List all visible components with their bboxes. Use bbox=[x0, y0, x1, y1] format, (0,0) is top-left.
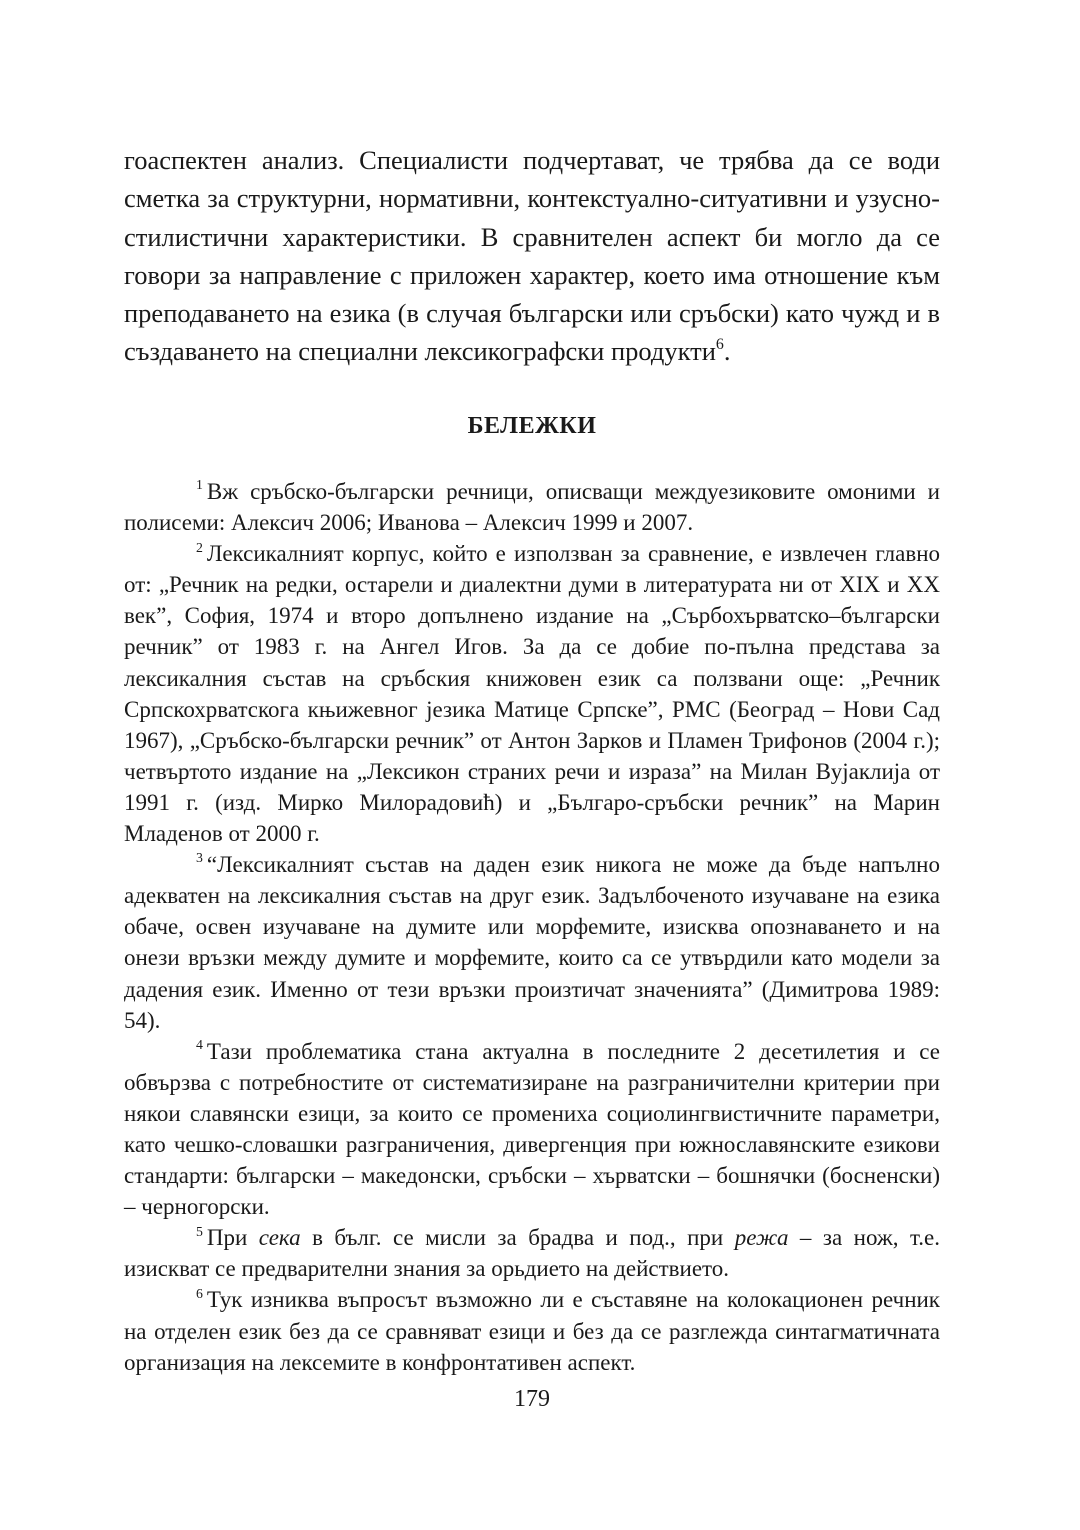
footnote-italic-term: режа bbox=[734, 1225, 789, 1251]
footnote-6 bbox=[124, 1284, 940, 1377]
footnote-5 bbox=[124, 1222, 940, 1284]
footnote-text: Лексикалният корпус, който е използван за сравнение, е извлечен главно от: „Речник на редки, остарели и диалектни думи в литературата ни от XIX и XX век”, София, 1974 и второ допълнено издание на „Сърбохърватско–български речник” от 1983 г. на Ангел Игов. За да се добие по-пълна представа за лексикалния състав на сръбския книжовен език са ползвани още: „Речник Српскохрватскога књижевног језика Матице Српске”, РМС (Београд – Нови Сад 1967), „Сръбско-български речник” от Антон Зарков и Пламен Трифонов (2004 г.); четвъртото издание на „Лексикон страних речи и израза” на Милан Вујаклија от 1991 г. (изд. Мирко Милорадовић) и „Българо-сръбски речник” на Марин Младенов от 2000 г. bbox=[124, 541, 940, 847]
notes-section bbox=[124, 476, 940, 1378]
footnote-number: 5 bbox=[196, 1223, 203, 1239]
footnote-4 bbox=[124, 1036, 940, 1223]
footnote-text: Тук изниква въпросът възможно ли е съставяне на колокационен речник на отделен език без да се сравняват езици и без да се разглежда синтагматичната организация на лексемите в конфронтативен аспект. bbox=[124, 1287, 940, 1375]
notes-heading: БЕЛЕЖКИ bbox=[467, 413, 597, 439]
footnote-2 bbox=[124, 538, 940, 849]
footnote-reference: 6 bbox=[715, 336, 724, 354]
page-number: 179 bbox=[514, 1386, 550, 1412]
footnote-number: 6 bbox=[196, 1285, 203, 1301]
footnote-text: Вж сръбско-български речници, описващи междуезиковите омоними и полисеми: Алексич 2006; Иванова – Алексич 1999 и 2007. bbox=[124, 479, 940, 536]
footnote-number: 1 bbox=[196, 477, 203, 493]
footnote-text-part: в бълг. се мисли за брадва и под., при bbox=[300, 1225, 735, 1251]
footnote-text-part: – за нож, т.е. изискват се предварителни знания за орьдието на действието. bbox=[124, 1225, 941, 1282]
body-paragraph bbox=[124, 141, 940, 371]
footnote-number: 4 bbox=[196, 1037, 203, 1053]
footnote-text-part: При bbox=[206, 1225, 259, 1251]
body-paragraph-end: . bbox=[723, 336, 731, 367]
footnote-text: “Лексикалният състав на даден език никога не може да бъде напълно адекватен на лексикалния състав на друг език. Задълбоченото изучаване на езика обаче, освен изучаване на думите или морфемите, изисква опознаването и на онези връзки между думите и морфемите, които са се утвърдили като модели за дадения език. Именно от тези връзки произтичат значенията” (Димитрова 1989: 54). bbox=[124, 852, 940, 1033]
footnote-italic-term: сека bbox=[258, 1225, 301, 1251]
footnote-text: Тази проблематика стана актуална в последните 2 десетилетия и се обвързва с потребностите от систематизиране на разграничителни критерии при някои славянски езици, за които се промениха социолингвистичните параметри, като чешко-словашки разграничения, дивергенция при южнославянските езикови стандарти: български – македонски, сръбски – хърватски – бошнячки (босненски) – черногорски. bbox=[124, 1038, 940, 1220]
footnote-1 bbox=[124, 476, 940, 538]
footnote-number: 3 bbox=[196, 850, 203, 866]
body-paragraph-text: гоаспектен анализ. Специалисти подчертават, че трябва да се води сметка за структурни, нормативни, контекстуално-ситуативни и узусно-стилистични характеристики. В сравнителен аспект би могло да се говори за направление с приложен характер, което има отношение към преподаването на езика (в случая български или сръбски) като чужд и в създаването на специални лексикографски продукти bbox=[124, 145, 940, 367]
footnote-3 bbox=[124, 849, 940, 1036]
footnote-number: 2 bbox=[196, 539, 203, 555]
